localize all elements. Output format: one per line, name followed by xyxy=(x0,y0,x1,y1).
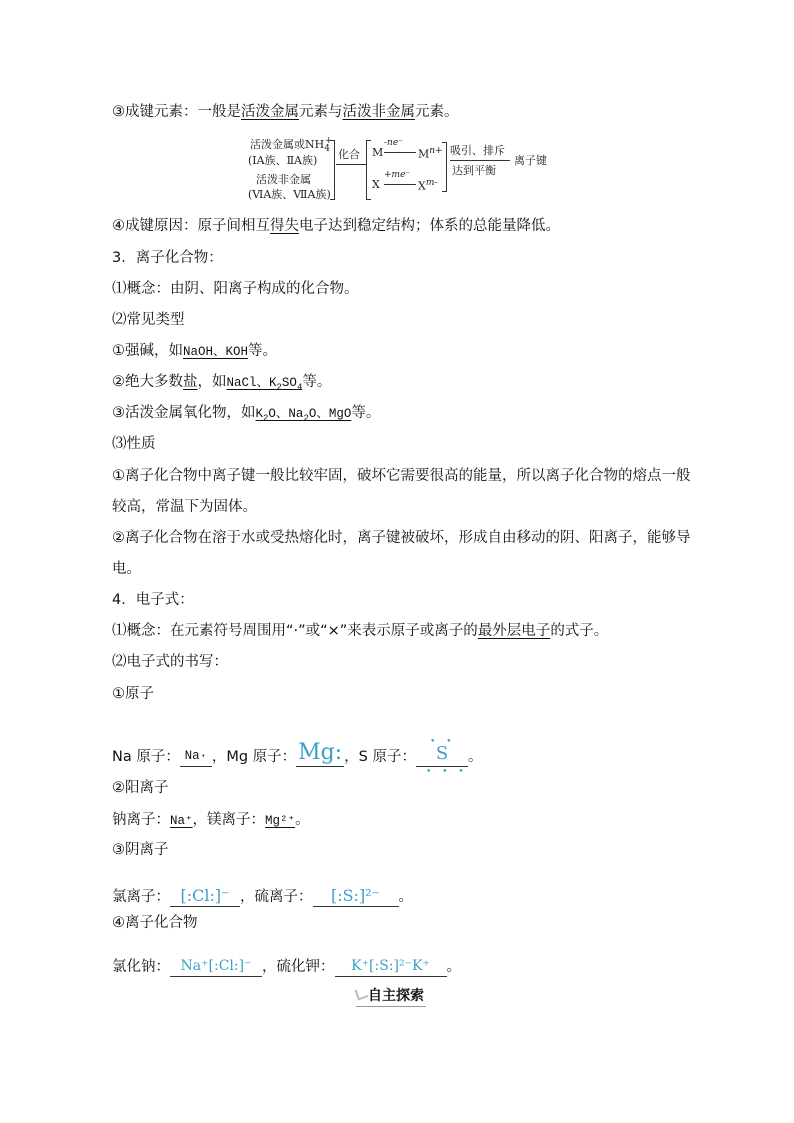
line-ionic-compounds: ④离子化合物 xyxy=(112,915,198,931)
attract-repel-label: 吸引、排斥 xyxy=(450,144,505,157)
section-4-heading: 4．电子式： xyxy=(112,592,194,608)
ionic-bond-formation-diagram xyxy=(246,134,566,206)
nonmetal-group-label: (ⅥA族、ⅦA族) xyxy=(248,188,331,201)
answer-salts: NaCl、$K_2SO_4$ xyxy=(226,376,303,393)
answer-na-ion: Na⁺ xyxy=(170,814,193,828)
line-cations: ②阳离子 xyxy=(112,780,169,796)
answer-oxides: $K_2O$、$Na_2O$、MgO xyxy=(255,407,352,424)
ionic-bond-result: 离子键 xyxy=(514,154,547,167)
answer-s-ion: [:S:]²⁻ xyxy=(313,886,399,907)
line-property-1b: 较高，常温下为固体。 xyxy=(112,499,257,515)
right-brace xyxy=(442,142,447,192)
line-properties: ⑶性质 xyxy=(112,436,156,452)
line-metal-oxides: ③活泼金属氧化物，如$K_2O$、$Na_2O$、MgO等。 xyxy=(112,405,381,424)
line-bonding-elements: ③成键元素：一般是活泼金属元素与活泼非金属元素。 xyxy=(112,104,459,120)
line-compound-examples: 氯化钠： Na⁺[:Cl:]⁻ ，硫化钾： K⁺[:S:]²⁻K⁺ 。 xyxy=(112,958,461,975)
answer-valence-electrons: 最外层电子 xyxy=(477,623,551,639)
answer-bases: NaOH、KOH xyxy=(183,345,249,359)
line-property-2a: ②离子化合物在溶于水或受热熔化时，离子键被破坏，形成自由移动的阴、阳离子，能够导 xyxy=(112,530,691,546)
line-cation-examples: 钠离子：Na⁺，镁离子：Mg²⁺。 xyxy=(112,812,310,828)
line-property-2b: 电。 xyxy=(112,561,141,577)
line-anions: ③阴离子 xyxy=(112,842,169,858)
middle-brace xyxy=(366,140,371,200)
nonmetal-label: 活泼非金属 xyxy=(256,173,311,186)
s-bottom-dots: • • • xyxy=(426,767,468,777)
metal-label: 活泼金属或$NH_4^+$ xyxy=(250,136,333,155)
answer-active-metal: 活泼金属 xyxy=(241,104,299,120)
lose-arrow xyxy=(384,152,416,153)
line-property-1a: ①离子化合物中离子键一般比较牢固，破坏它需要很高的能量，所以离子化合物的熔点一般 xyxy=(112,468,691,484)
pen-icon xyxy=(354,986,368,1000)
line-atom-examples: Na 原子： Na· ，Mg 原子：Mg: ，S 原子： • • S • • • 。 xyxy=(112,740,483,767)
metal-symbol: M xyxy=(372,146,384,159)
combine-arrow xyxy=(336,164,366,165)
line-anion-examples: 氯离子： [:Cl:]⁻ ，硫离子： [:S:]²⁻ 。 xyxy=(112,886,413,905)
answer-k2s: K⁺[:S:]²⁻K⁺ xyxy=(335,956,447,977)
line-common-types: ⑵常见类型 xyxy=(112,312,185,328)
metal-ion: $M^{n+}$ xyxy=(418,146,443,161)
answer-s-atom: • • S • • • xyxy=(416,742,468,767)
line-salts: ②绝大多数盐，如NaCl、$K_2SO_4$等。 xyxy=(112,374,332,393)
gain-electron-label: +me⁻ xyxy=(384,170,411,180)
nonmetal-symbol: X xyxy=(372,178,380,191)
answer-gain-lose: 得失 xyxy=(270,218,299,234)
answer-nacl: Na⁺[:Cl:]⁻ xyxy=(170,956,262,977)
section-footer-self-study: 自主探索 xyxy=(356,985,426,1007)
answer-cl-ion: [:Cl:]⁻ xyxy=(170,886,240,907)
answer-mg-atom: Mg: xyxy=(298,740,343,765)
line-strong-base: ①强碱，如NaOH、KOH等。 xyxy=(112,343,278,359)
nonmetal-ion: $X^{m-}$ xyxy=(418,178,438,193)
answer-na-atom: Na· xyxy=(180,746,212,767)
combine-label: 化合 xyxy=(338,148,360,161)
line-concept: ⑴概念：由阴、阳离子构成的化合物。 xyxy=(112,281,359,297)
balance-arrow xyxy=(450,160,510,161)
answer-mg-ion: Mg²⁺ xyxy=(265,814,296,828)
metal-group-label: (ⅠA族、ⅡA族) xyxy=(248,154,318,167)
section-3-heading: 3．离子化合物： xyxy=(112,250,223,266)
left-brace xyxy=(330,140,335,200)
line-atoms: ①原子 xyxy=(112,686,154,702)
balance-label: 达到平衡 xyxy=(452,164,496,177)
line-bonding-cause: ④成键原因：原子间相互得失电子达到稳定结构；体系的总能量降低。 xyxy=(112,218,560,234)
lose-electron-label: -ne⁻ xyxy=(384,138,403,148)
line-electron-formula-concept: ⑴概念：在元素符号周围用“·”或“×”来表示原子或离子的最外层电子的式子。 xyxy=(112,623,609,639)
s-top-dots: • • xyxy=(430,737,456,747)
answer-active-nonmetal: 活泼非金属 xyxy=(342,104,415,120)
gain-arrow xyxy=(384,184,416,185)
answer-salt: 盐 xyxy=(183,374,198,390)
line-electron-formula-writing: ⑵电子式的书写： xyxy=(112,654,228,670)
